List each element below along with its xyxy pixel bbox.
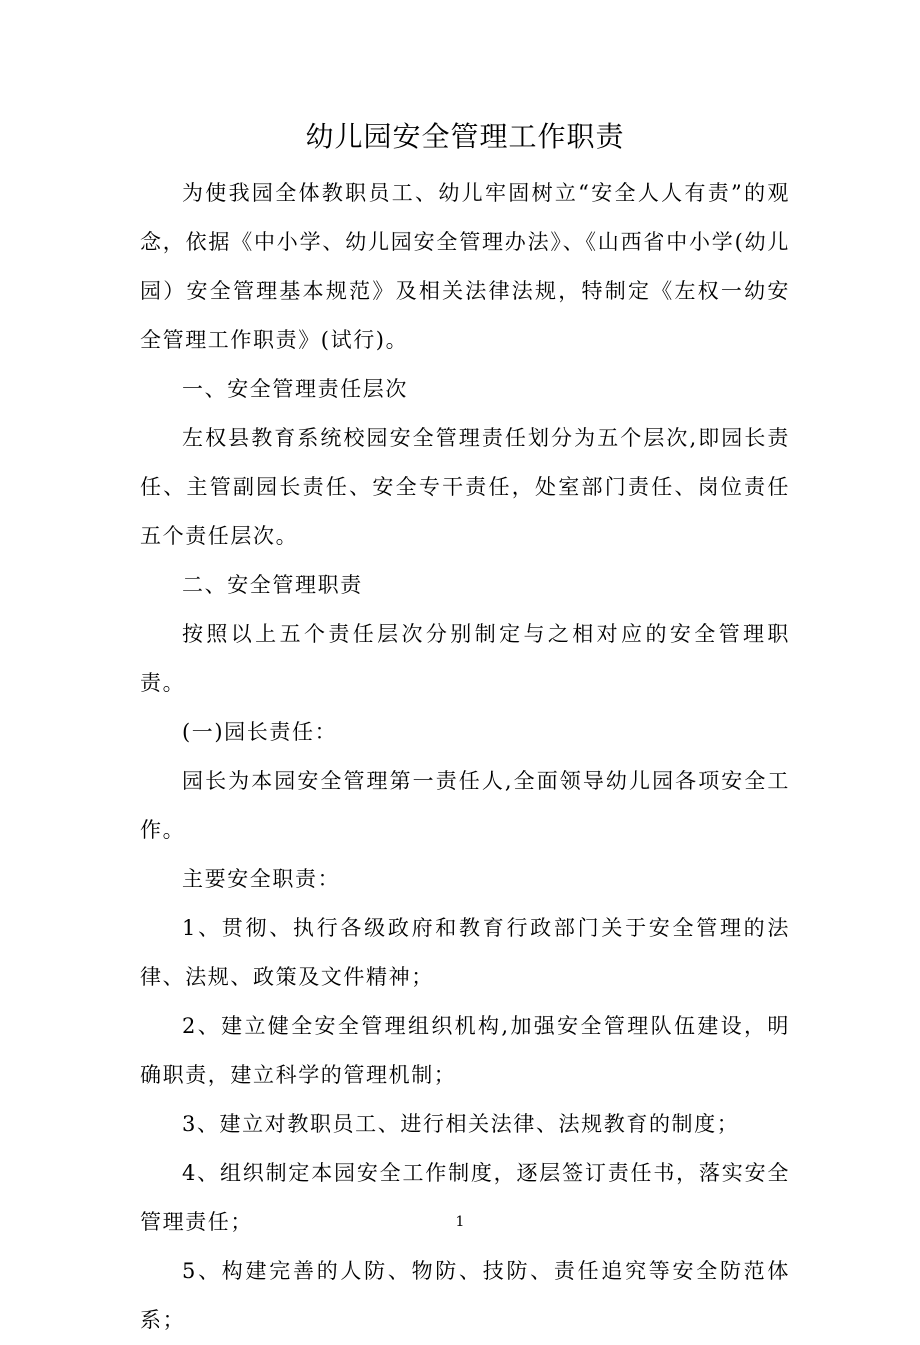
- paragraph-responsibility-levels: 左权县教育系统校园安全管理责任划分为五个层次,即园长责任、主管副园长责任、安全专干责任，处室部门责任、岗位责任五个责任层次。: [140, 426, 790, 548]
- paragraph-intro: 为使我园全体教职员工、幼儿牢固树立“安全人人有责”的观念，依据《中小学、幼儿园安全管理办法》、《山西省中小学(幼儿园）安全管理基本规范》及相关法律法规，特制定《左权一幼安全管理工作职责》(试行)。: [140, 181, 790, 352]
- paragraph-duties-intro: 按照以上五个责任层次分别制定与之相对应的安全管理职责。: [140, 622, 790, 695]
- list-item-duty-3: 3、建立对教职员工、进行相关法律、法规教育的制度；: [182, 1112, 740, 1136]
- list-item-duty-1: 1、贯彻、执行各级政府和教育行政部门关于安全管理的法律、法规、政策及文件精神；: [140, 916, 790, 989]
- document-title: 幼儿园安全管理工作职责: [305, 120, 625, 153]
- section-heading-safety-duties: 二、安全管理职责: [182, 573, 363, 597]
- paragraph-main-duties-label: 主要安全职责：: [182, 867, 341, 891]
- subsection-heading-director: (一)园长责任：: [182, 720, 338, 744]
- list-item-duty-2: 2、建立健全安全管理组织机构,加强安全管理队伍建设，明确职责，建立科学的管理机制；: [140, 1014, 790, 1087]
- list-item-duty-4: 4、组织制定本园安全工作制度，逐层签订责任书，落实安全管理责任；: [140, 1161, 790, 1234]
- section-heading-responsibility-levels: 一、安全管理责任层次: [182, 377, 408, 401]
- page-number: 1: [455, 1214, 465, 1230]
- list-item-duty-5: 5、构建完善的人防、物防、技防、责任追究等安全防范体系；: [140, 1259, 790, 1332]
- document-body: [140, 169, 790, 1345]
- paragraph-director-role: 园长为本园安全管理第一责任人,全面领导幼儿园各项安全工作。: [140, 769, 790, 842]
